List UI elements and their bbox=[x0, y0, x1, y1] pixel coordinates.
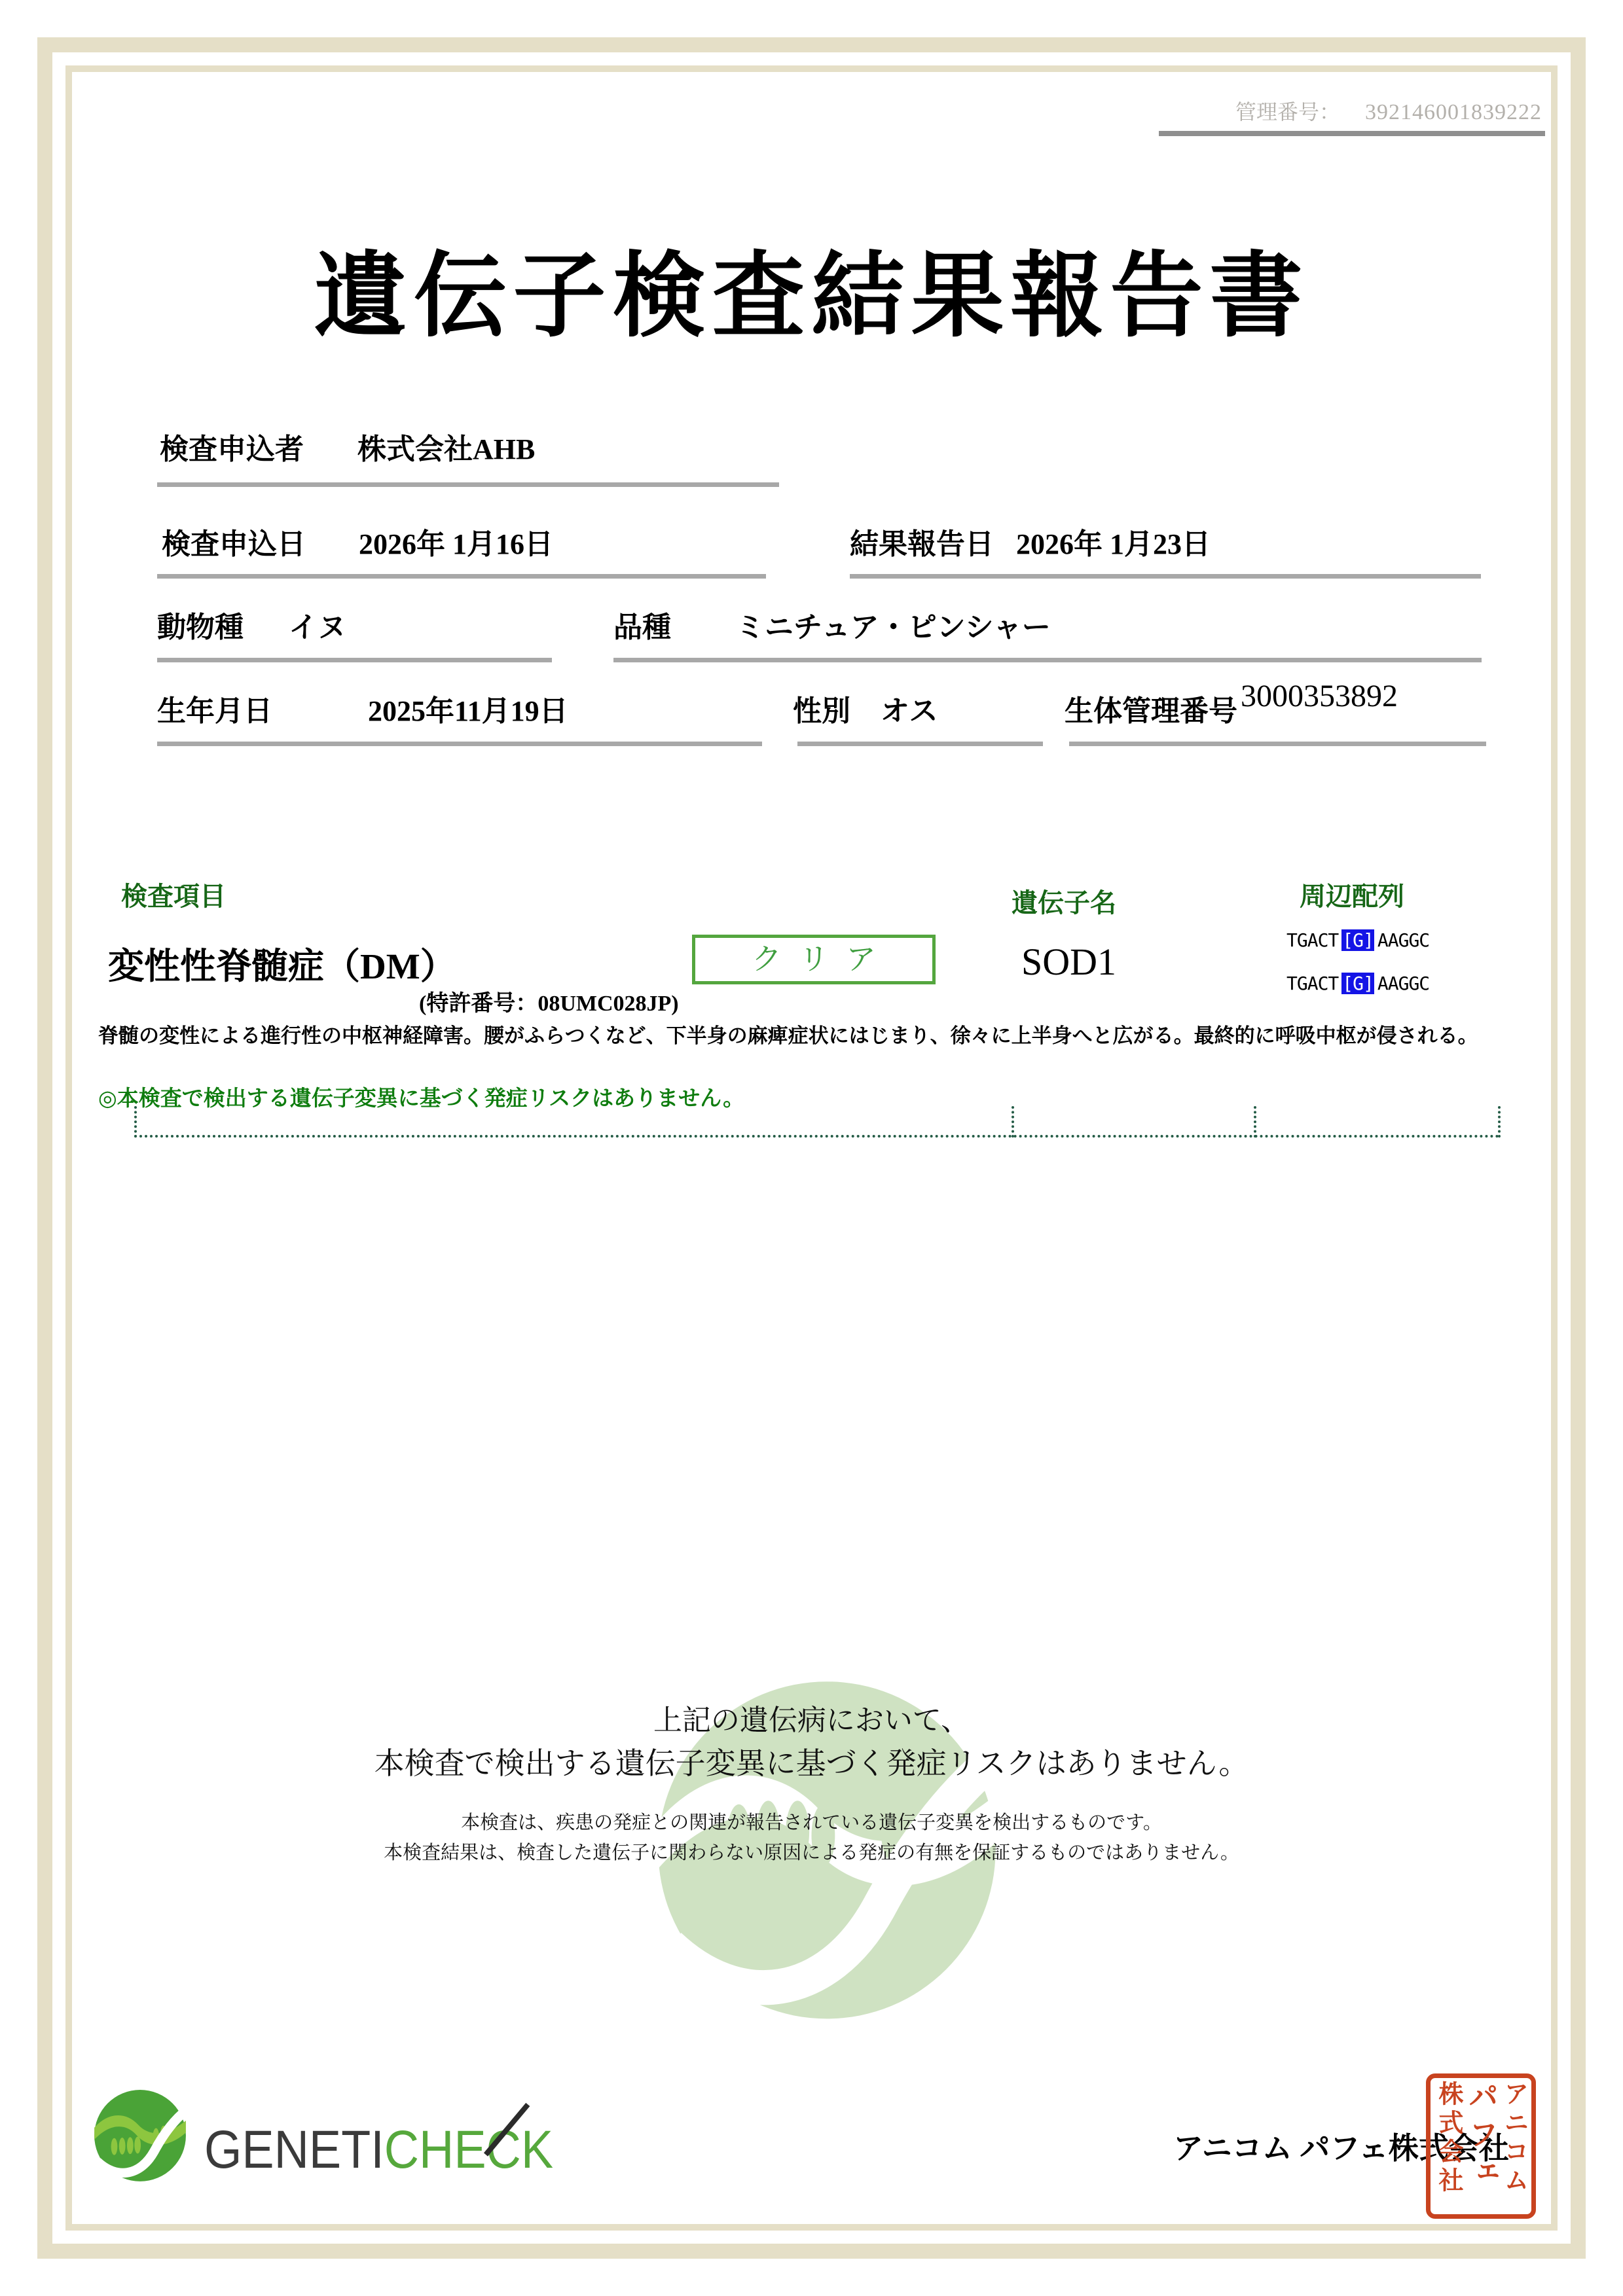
table-dotted-border-mid1 bbox=[1012, 1106, 1014, 1138]
admin-number-rule bbox=[1159, 131, 1545, 136]
apply-date-rule bbox=[157, 574, 766, 579]
sequence-suffix: AAGGC bbox=[1377, 929, 1430, 951]
result-box bbox=[692, 935, 936, 984]
table-dotted-border-mid2 bbox=[1254, 1106, 1256, 1138]
sequence-prefix: TGACT bbox=[1286, 929, 1339, 951]
company-name: アニコム パフェ株式会社 bbox=[1173, 2132, 1509, 2165]
animal-id-rule bbox=[1069, 742, 1486, 746]
seal-column-3: 株式会社 bbox=[1434, 2081, 1462, 2196]
geneticheck-logo-icon bbox=[90, 2088, 190, 2187]
species-label: 動物種 bbox=[157, 611, 244, 643]
applicant-value: 株式会社AHB bbox=[357, 433, 536, 465]
sequence-prefix: TGACT bbox=[1286, 973, 1339, 994]
birth-value: 2025年11月19日 bbox=[368, 695, 568, 727]
sequence-line-2 bbox=[1286, 973, 1429, 994]
breed-value: ミニチュア・ピンシャー bbox=[736, 611, 1051, 643]
table-dotted-border-bottom bbox=[134, 1135, 1500, 1138]
gene-name-label: 遺伝子名 bbox=[1012, 888, 1116, 918]
company-seal bbox=[1426, 2073, 1536, 2219]
species-rule bbox=[157, 658, 552, 662]
result-value: クリア bbox=[752, 942, 893, 976]
summary-note-2: 本検査結果は、検査した遺伝子に関わらない原因による発症の有無を保証するものではありません。 bbox=[384, 1842, 1239, 1863]
admin-number bbox=[917, 96, 1542, 126]
patent-number: (特許番号：08UMC028JP) bbox=[419, 992, 679, 1016]
disease-description: 脊髄の変性による進行性の中枢神経障害。腰がふらつくなど、下半身の麻痺症状にはじまり、徐々に上半身へと広がる。最終的に呼吸中枢が侵される。 bbox=[98, 1024, 1478, 1047]
summary-note-1: 本検査は、疾患の発症との関連が報告されている遺伝子変異を検出するものです。 bbox=[461, 1812, 1162, 1833]
company-seal-text bbox=[1432, 2081, 1530, 2212]
birth-label: 生年月日 bbox=[157, 695, 272, 727]
test-item-label: 検査項目 bbox=[121, 882, 226, 911]
applicant-label: 検査申込者 bbox=[160, 433, 304, 465]
seal-column-2: パフェ bbox=[1465, 2081, 1498, 2195]
species-value: イヌ bbox=[289, 611, 346, 643]
sequence-suffix: AAGGC bbox=[1377, 973, 1430, 994]
wordmark-check: CHECK bbox=[384, 2120, 554, 2179]
summary-line-1: 上記の遺伝病において、 bbox=[653, 1704, 970, 1736]
applicant-rule bbox=[157, 482, 779, 487]
disease-name: 変性性脊髄症（DM） bbox=[108, 946, 456, 986]
report-date-value: 2026年 1月23日 bbox=[1016, 528, 1211, 560]
animal-id-value: 3000353892 bbox=[1241, 679, 1398, 713]
sex-value: オス bbox=[881, 695, 938, 727]
wordmark-geneti: GENETI bbox=[204, 2120, 384, 2179]
seal-column-1: アニコム bbox=[1500, 2081, 1527, 2196]
admin-number-value: 392146001839222 bbox=[1365, 100, 1542, 124]
table-dotted-border-left bbox=[134, 1106, 137, 1138]
summary-line-2: 本検査で検出する遺伝子変異に基づく発症リスクはありません。 bbox=[374, 1746, 1249, 1780]
sequence-variant: [G] bbox=[1342, 929, 1374, 951]
animal-id-label: 生体管理番号 bbox=[1065, 695, 1237, 727]
sequence-variant: [G] bbox=[1342, 973, 1374, 994]
sequence-line-1 bbox=[1286, 929, 1429, 951]
table-dotted-border-right bbox=[1498, 1106, 1501, 1138]
geneticheck-wordmark bbox=[204, 2119, 553, 2181]
birth-rule bbox=[157, 742, 762, 746]
report-date-rule bbox=[850, 574, 1481, 579]
gene-name-value: SOD1 bbox=[1021, 941, 1117, 983]
breed-rule bbox=[613, 658, 1482, 662]
sex-label: 性別 bbox=[793, 695, 850, 727]
report-date-label: 結果報告日 bbox=[850, 528, 994, 560]
page-title: 遺伝子検査結果報告書 bbox=[314, 245, 1309, 348]
apply-date-label: 検査申込日 bbox=[162, 528, 306, 560]
sex-rule bbox=[797, 742, 1043, 746]
breed-label: 品種 bbox=[613, 611, 671, 643]
admin-number-label: 管理番号： bbox=[1235, 100, 1340, 124]
sequence-label: 周辺配列 bbox=[1300, 882, 1404, 911]
risk-note: ◎本検査で検出する遺伝子変異に基づく発症リスクはありません。 bbox=[98, 1087, 745, 1111]
apply-date-value: 2026年 1月16日 bbox=[359, 528, 553, 560]
